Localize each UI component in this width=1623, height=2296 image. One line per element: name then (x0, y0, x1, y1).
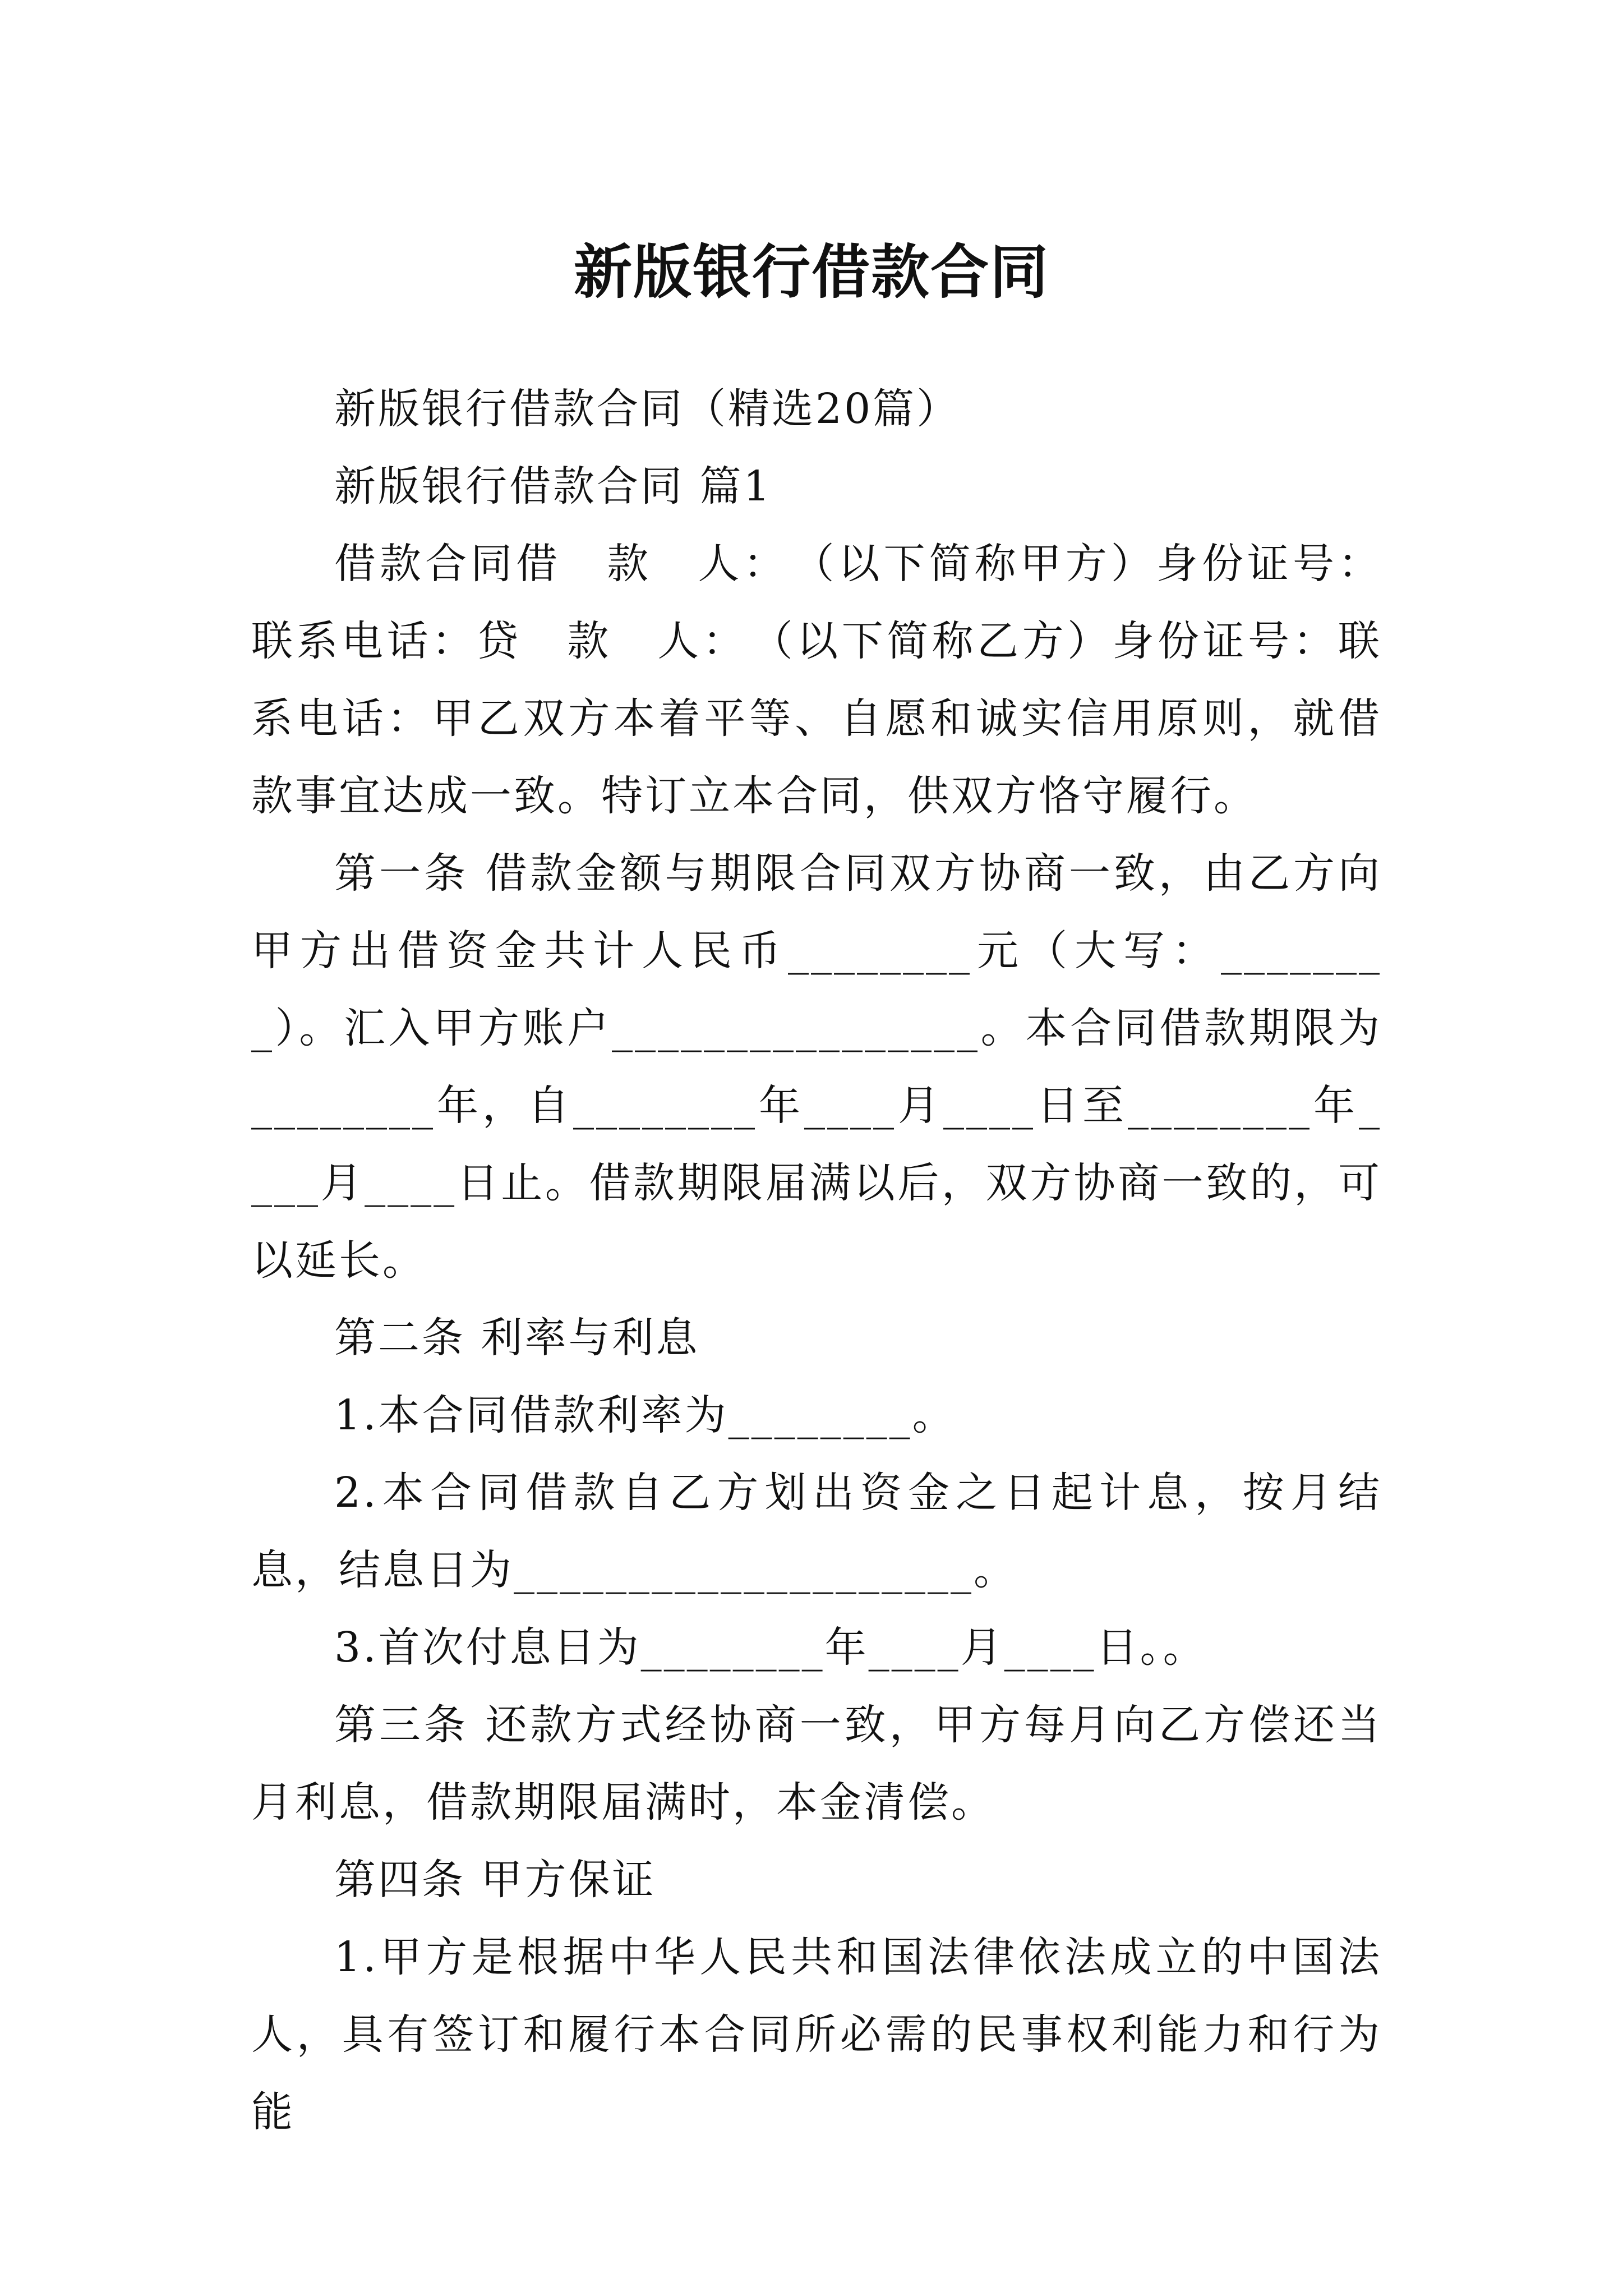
paragraph-article-2-heading: 第二条 利率与利息 (334, 1314, 700, 1362)
paragraph-article-2-item-3: 3.首次付息日为________年____月____日。。 (334, 1623, 1207, 1672)
paragraph-subtitle: 新版银行借款合同（精选20篇） (334, 385, 961, 433)
paragraph-article-2-item-1: 1.本合同借款利率为________。 (334, 1391, 956, 1439)
document-title: 新版银行借款合同 (573, 237, 1049, 306)
paragraph-parties: 借款合同借 款 人： （以下简称甲方）身份证号：联系电话：贷 款 人： （以下简称乙方）身份证号：联系电话：甲乙双方本着平等、自愿和诚实信用原则，就借款事宜达成一致。特订立本合同，供双方恪守履行。 (251, 540, 1382, 820)
paragraph-section-heading: 新版银行借款合同 篇1 (334, 462, 772, 510)
paragraph-article-4-item-1: 1.甲方是根据中华人民共和国法律依法成立的中国法人，具有签订和履行本合同所必需的民事权利能力和行为能 (251, 1933, 1382, 2136)
paragraph-article-3: 第三条 还款方式经协商一致，甲方每月向乙方偿还当月利息，借款期限届满时，本金清偿。 (251, 1701, 1382, 1826)
paragraph-article-1: 第一条 借款金额与期限合同双方协商一致，由乙方向甲方出借资金共计人民币________元（大写：________）。汇入甲方账户________________。本合同借款期限为________年，自________年____月____日至________年____月____日止。借款期限届满以后，双方协商一致的，可以延长。 (251, 849, 1382, 1285)
document-body (251, 370, 1382, 2151)
paragraph-article-2-item-2: 2.本合同借款自乙方划出资金之日起计息，按月结息，结息日为____________________。 (251, 1469, 1382, 1594)
paragraph-article-4-heading: 第四条 甲方保证 (334, 1856, 656, 1904)
